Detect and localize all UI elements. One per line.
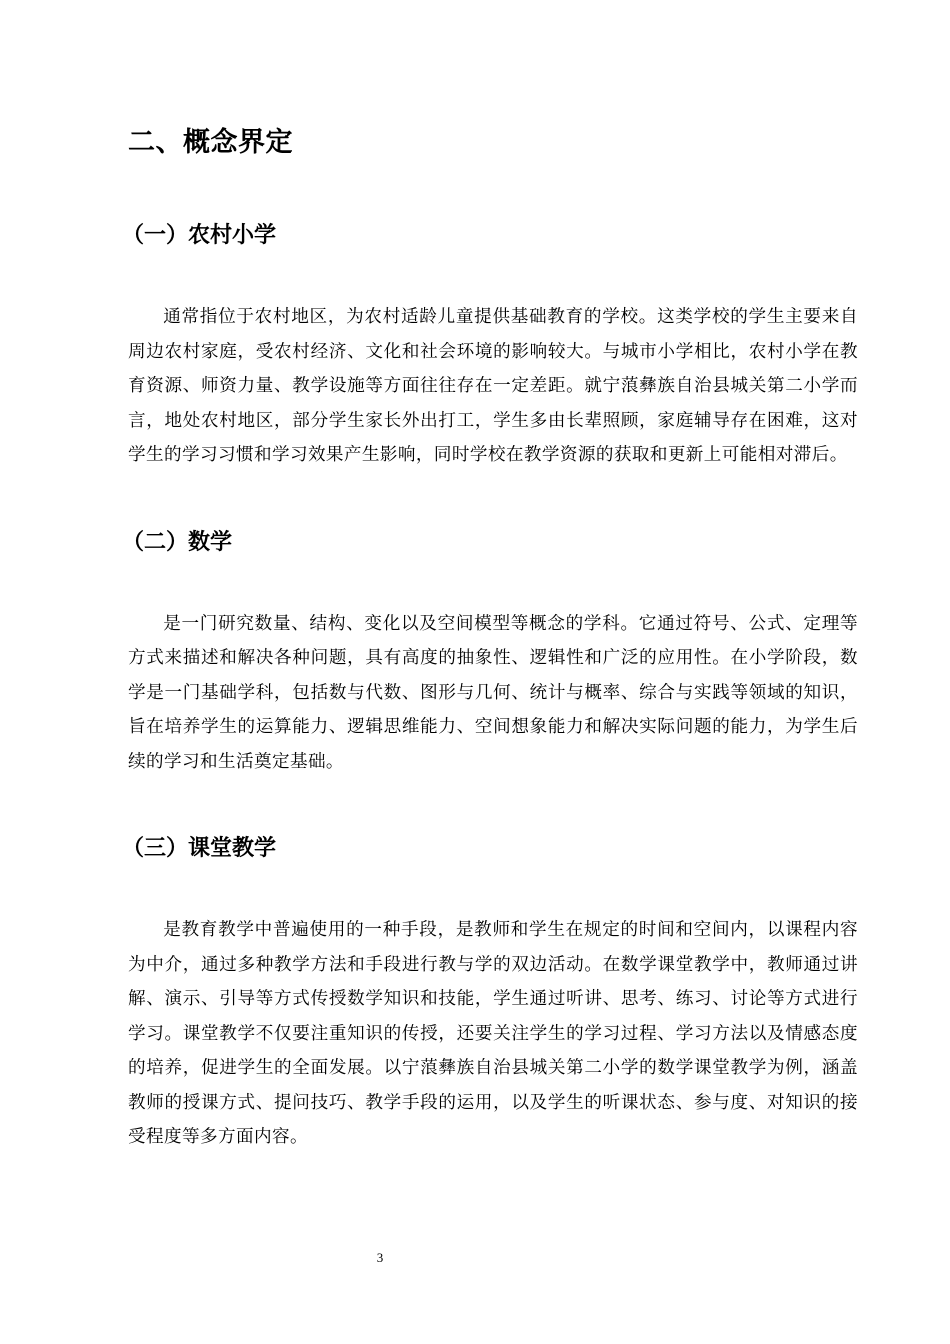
paragraph-rural-primary-school: 通常指位于农村地区，为农村适龄儿童提供基础教育的学校。这类学校的学生主要来自周边农村家庭，受农村经济、文化和社会环境的影响较大。与城市小学相比，农村小学在教育资源、师资力量、教学设施等方面往往存在一定差距。就宁蒗彝族自治县城关第二小学而言，地处农村地区，部分学生家长外出打工，学生多由长辈照顾，家庭辅导存在困难，这对学生的学习习惯和学习效果产生影响，同时学校在教学资源的获取和更新上可能相对滞后。 [128,307,858,465]
page-content [122,118,858,1155]
subsection-heading-mathematics: （二）数学 [122,529,233,555]
subsection-heading-rural-primary-school: （一）农村小学 [122,223,277,248]
section-title: 二、概念界定 [128,127,293,158]
paragraph-classroom-teaching: 是教育教学中普遍使用的一种手段，是教师和学生在规定的时间和空间内，以课程内容为中介，通过多种教学方法和手段进行教与学的双边活动。在数学课堂教学中，教师通过讲解、演示、引导等方式传授数学知识和技能，学生通过听讲、思考、练习、讨论等方式进行学习。课堂教学不仅要注重知识的传授，还要关注学生的学习过程、学习方法以及情感态度的培养，促进学生的全面发展。以宁蒗彝族自治县城关第二小学的数学课堂教学为例，涵盖教师的授课方式、提问技巧、教学手段的运用，以及学生的听课状态、参与度、对知识的接受程度等多方面内容。 [128,920,858,1147]
subsection-heading-classroom-teaching: （三）课堂教学 [122,836,277,861]
page-number: 3 [376,1250,384,1265]
paragraph-mathematics: 是一门研究数量、结构、变化以及空间模型等概念的学科。它通过符号、公式、定理等方式来描述和解决各种问题，具有高度的抽象性、逻辑性和广泛的应用性。在小学阶段，数学是一门基础学科，包括数与代数、图形与几何、统计与概率、综合与实践等领域的知识，旨在培养学生的运算能力、逻辑思维能力、空间想象能力和解决实际问题的能力，为学生后续的学习和生活奠定基础。 [128,613,858,772]
